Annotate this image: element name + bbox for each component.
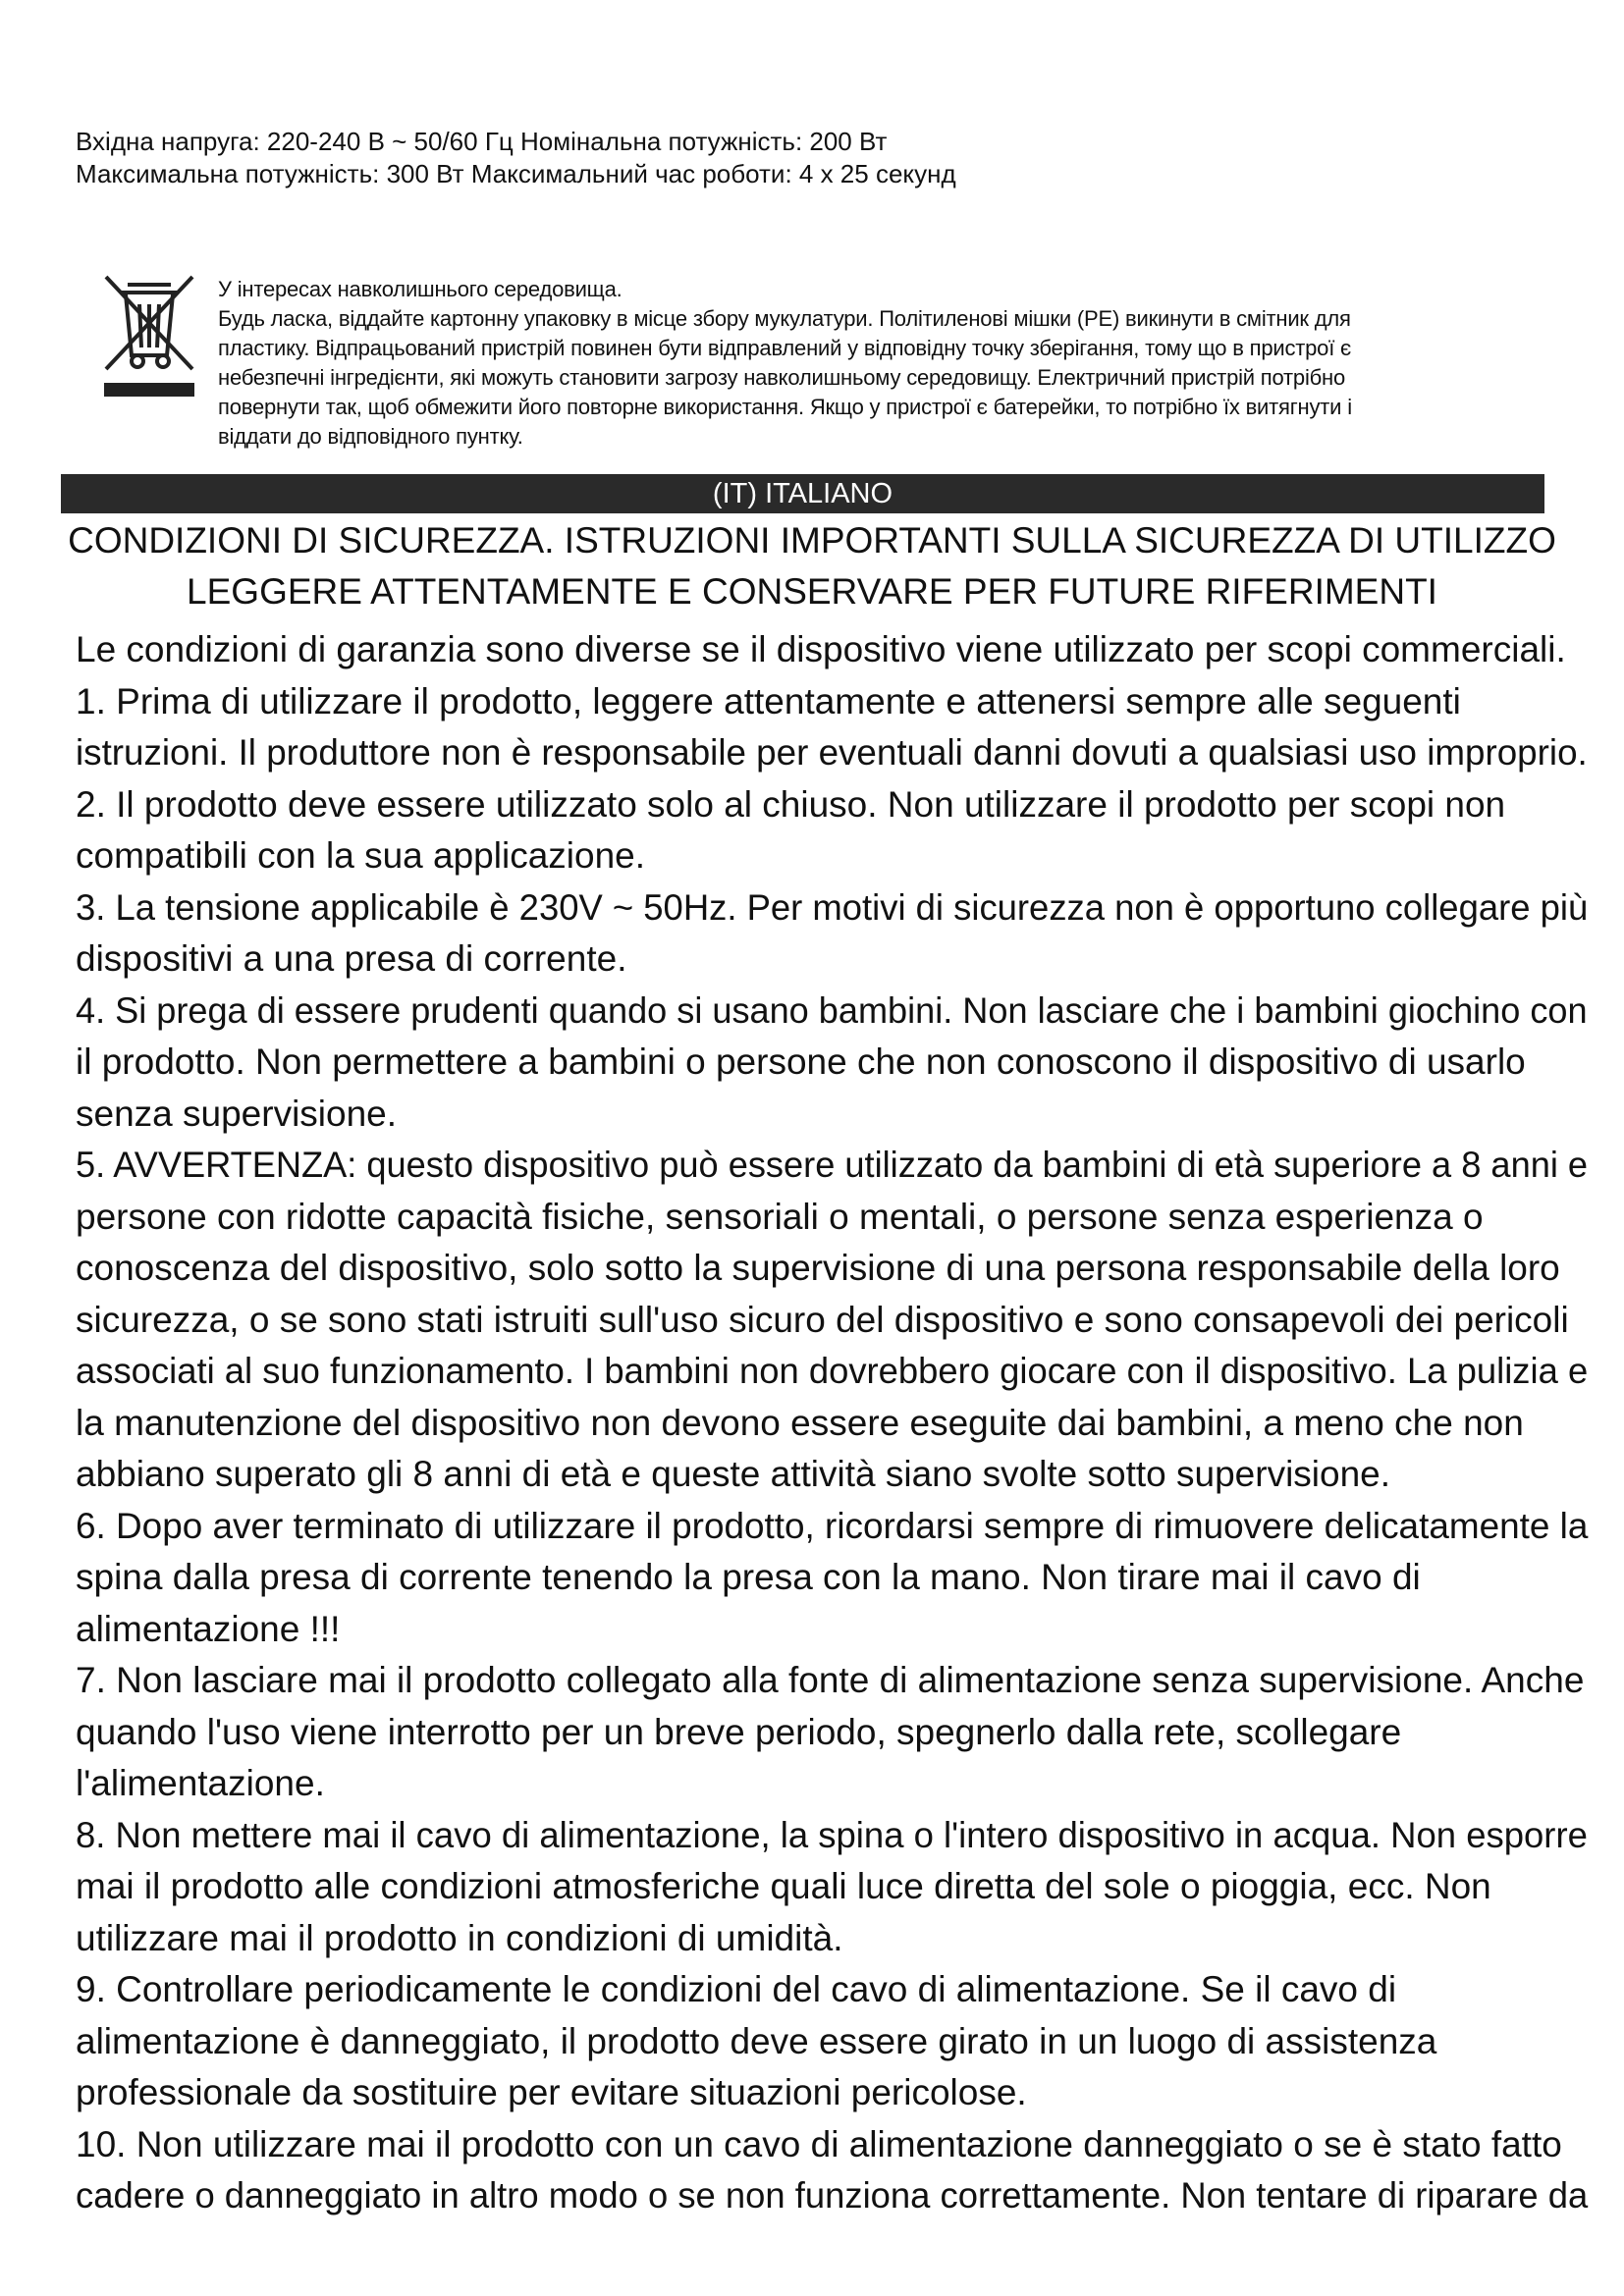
environment-line: небезпечні інгредієнти, які можуть становити загрозу навколишньому середовищу. Електричний пристрій потрібно bbox=[218, 365, 1346, 390]
environment-line: повернути так, щоб обмежити його повторне використання. Якщо у пристрої є батерейки, то потрібно їх витягнути і bbox=[218, 395, 1352, 419]
environment-line: пластику. Відпрацьований пристрій повинен бути відправлений у відповідну точку зберігання, тому що в пристрої є bbox=[218, 336, 1352, 360]
spec-max-power: Максимальна потужність: 300 Вт bbox=[76, 159, 464, 188]
instruction-line: l'alimentazione. bbox=[76, 1763, 325, 1803]
instruction-line: abbiano superato gli 8 anni di età e queste attività siano svolte sotto supervisione. bbox=[76, 1454, 1391, 1494]
instruction-line: 2. Il prodotto deve essere utilizzato solo al chiuso. Non utilizzare il prodotto per scopi non bbox=[76, 783, 1506, 825]
instruction-line: istruzioni. Il produttore non è responsabile per eventuali danni dovuti a qualsiasi uso improprio. bbox=[76, 732, 1588, 773]
read-carefully-heading bbox=[0, 571, 1624, 613]
environment-line: Будь ласка, віддайте картонну упаковку в місце збору мукулатури. Політиленові мішки (PE) викинути в смітник для bbox=[218, 306, 1351, 331]
instruction-line: compatibili con la sua applicazione. bbox=[76, 835, 646, 876]
instruction-line: sicurezza, o se sono stati istruiti sull'uso sicuro del dispositivo e sono consapevoli dei pericoli bbox=[76, 1299, 1569, 1340]
instruction-line: alimentazione è danneggiato, il prodotto deve essere girato in un luogo di assistenza bbox=[76, 2020, 1437, 2061]
spec-max-operating-time: Максимальний час роботи: 4 х 25 секунд bbox=[470, 159, 956, 188]
instruction-line: 1. Prima di utilizzare il prodotto, leggere attentamente e attenersi sempre alle seguenti bbox=[76, 680, 1461, 721]
safety-heading bbox=[0, 520, 1624, 561]
instruction-line: dispositivi a una presa di corrente. bbox=[76, 938, 627, 979]
specifications bbox=[76, 126, 959, 190]
instruction-line: 9. Controllare periodicamente le condizioni del cavo di alimentazione. Se il cavo di bbox=[76, 1969, 1397, 2009]
instruction-line: 7. Non lasciare mai il prodotto collegato alla fonte di alimentazione senza supervisione. Anche bbox=[76, 1660, 1585, 1700]
instruction-line: il prodotto. Non permettere a bambini o persone che non conoscono il dispositivo di usarlo bbox=[76, 1041, 1526, 1082]
spec-input-voltage: Вхідна напруга: 220-240 В ~ 50/60 Гц bbox=[76, 127, 514, 156]
instruction-line: 6. Dopo aver terminato di utilizzare il prodotto, ricordarsi sempre di rimuovere delicatamente la bbox=[76, 1505, 1589, 1546]
language-section-bar: (IT) ITALIANO bbox=[61, 474, 1544, 513]
instruction-line: persone con ridotte capacità fisiche, sensoriali o mentali, o persone senza esperienza o bbox=[76, 1196, 1484, 1237]
instruction-line: conoscenza del dispositivo, solo sotto la supervisione di una persona responsabile della loro bbox=[76, 1248, 1560, 1288]
instruction-line: 4. Si prega di essere prudenti quando si usano bambini. Non lasciare che i bambini giochino con bbox=[76, 989, 1588, 1031]
instruction-line: alimentazione !!! bbox=[76, 1608, 341, 1649]
safety-heading-text: CONDIZIONI DI SICUREZZA. ISTRUZIONI IMPORTANTI SULLA SICUREZZA DI UTILIZZO bbox=[68, 520, 1556, 561]
instruction-line: quando l'uso viene interrotto per un breve periodo, spegnerlo dalla rete, scollegare bbox=[76, 1711, 1402, 1752]
environment-line: віддати до відповідного пунтку. bbox=[218, 424, 523, 449]
instruction-line: Le condizioni di garanzia sono diverse se il dispositivo viene utilizzato per scopi commerciali. bbox=[76, 629, 1566, 669]
instruction-line: utilizzare mai il prodotto in condizioni di umidità. bbox=[76, 1917, 843, 1958]
instruction-line: 8. Non mettere mai il cavo di alimentazione, la spina o l'intero dispositivo in acqua. Non esporre bbox=[76, 1814, 1588, 1855]
instruction-line: 5. AVVERTENZA: questo dispositivo può essere utilizzato da bambini di età superiore a 8 anni e bbox=[76, 1145, 1589, 1185]
instruction-line: mai il prodotto alle condizioni atmosferiche quali luce diretta del sole o pioggia, ecc. Non bbox=[76, 1866, 1491, 1906]
safety-instructions bbox=[76, 624, 1588, 2222]
instruction-line: 3. La tensione applicabile è 230V ~ 50Hz. Per motivi di sicurezza non è opportuno collegare più bbox=[76, 886, 1589, 928]
instruction-line: senza supervisione. bbox=[76, 1093, 398, 1134]
instruction-line: cadere o danneggiato in altro modo o se non funziona correttamente. Non tentare di riparare da bbox=[76, 2175, 1589, 2216]
instruction-line: la manutenzione del dispositivo non devono essere eseguite dai bambini, a meno che non bbox=[76, 1402, 1524, 1443]
instruction-line: 10. Non utilizzare mai il prodotto con un cavo di alimentazione danneggiato o se è stato fatto bbox=[76, 2123, 1562, 2164]
environment-notice bbox=[218, 275, 1524, 452]
environment-line: У інтересах навколишнього середовища. bbox=[218, 277, 623, 301]
instruction-line: professionale da sostituire per evitare situazioni pericolose. bbox=[76, 2072, 1027, 2112]
instruction-line: associati al suo funzionamento. I bambini non dovrebbero giocare con il dispositivo. La pulizia e bbox=[76, 1351, 1589, 1391]
read-carefully-heading-text: LEGGERE ATTENTAMENTE E CONSERVARE PER FUTURE RIFERIMENTI bbox=[187, 571, 1437, 612]
weee-crossed-bin-icon bbox=[98, 271, 200, 399]
instruction-line: spina dalla presa di corrente tenendo la presa con la mano. Non tirare mai il cavo di bbox=[76, 1557, 1421, 1597]
spec-rated-power: Номінальна потужність: 200 Вт bbox=[520, 127, 888, 156]
